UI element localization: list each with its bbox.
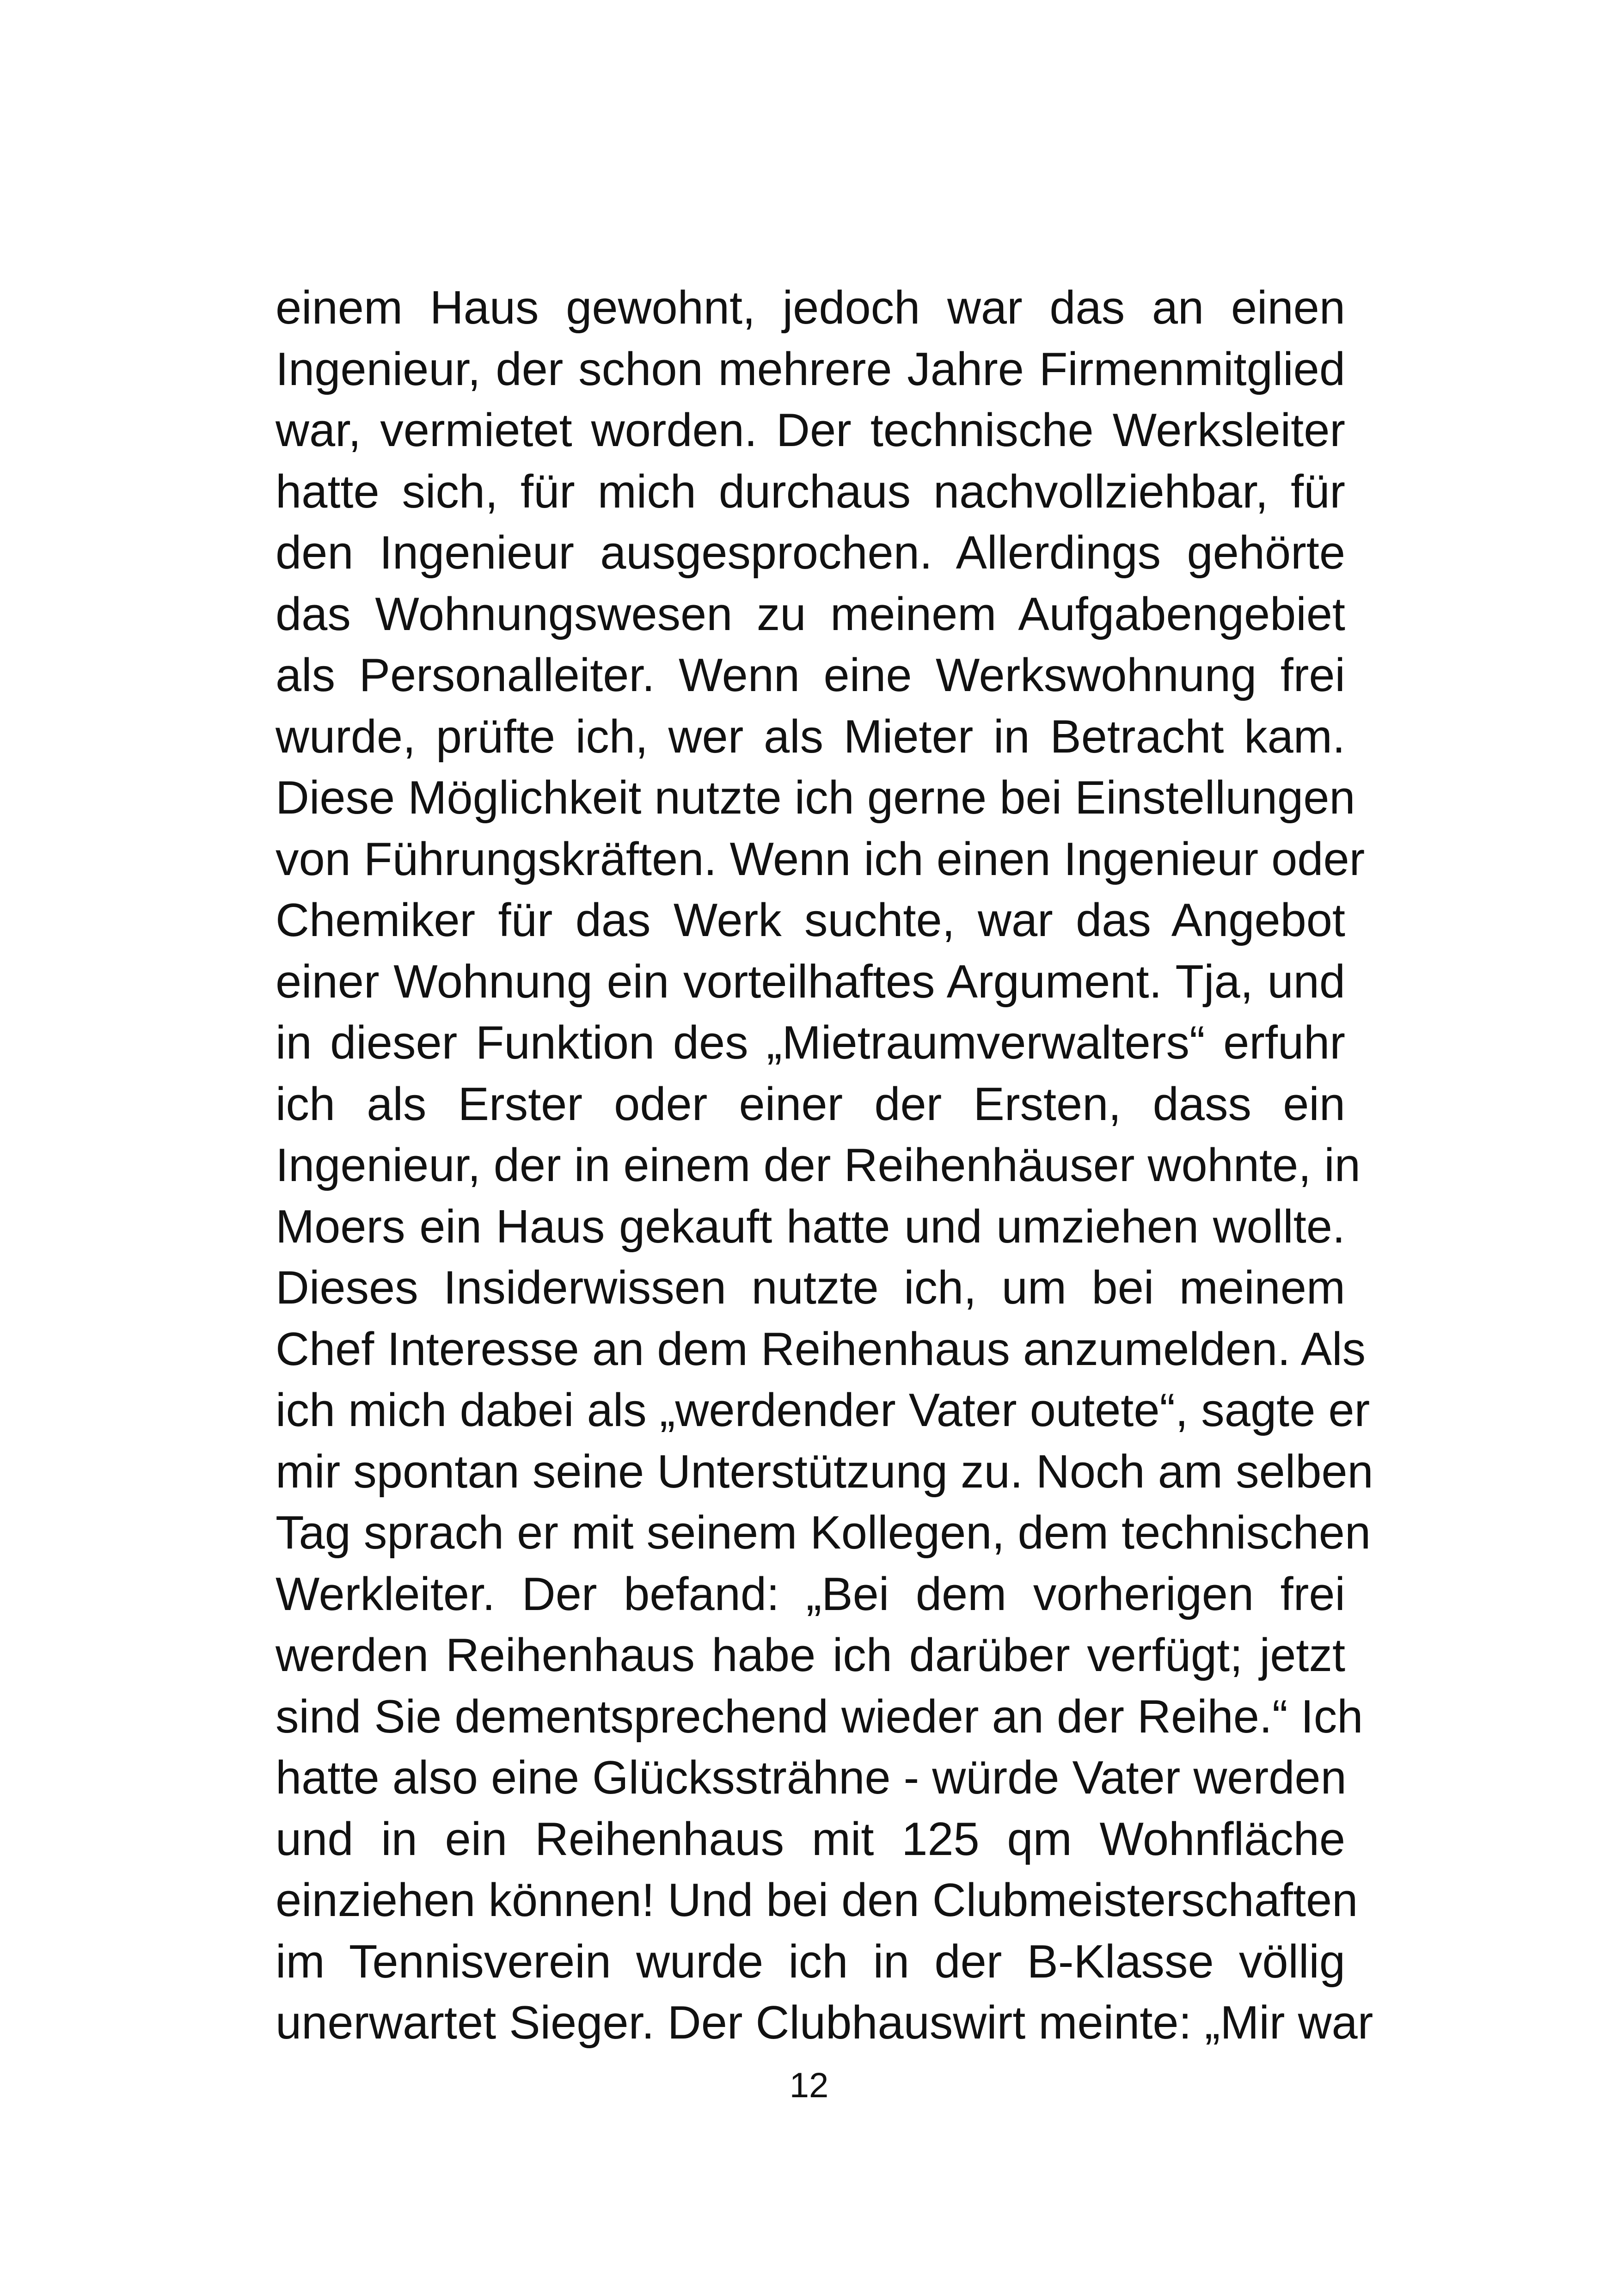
text-line: werden Reihenhaus habe ich darüber verfügt; jetzt (276, 1629, 1345, 1681)
text-line: Moers ein Haus gekauft hatte und umziehen wollte. (276, 1200, 1345, 1253)
text-line: Ingenieur, der in einem der Reihenhäuser wohnte, in (276, 1139, 1361, 1191)
text-line: als Personalleiter. Wenn eine Werkswohnung frei (276, 649, 1345, 701)
text-line: im Tennisverein wurde ich in der B-Klasse völlig (276, 1935, 1345, 1988)
text-line: mir spontan seine Unterstützung zu. Noch am selben (276, 1445, 1373, 1498)
text-line: Chef Interesse an dem Reihenhaus anzumelden. Als (276, 1323, 1366, 1375)
text-line: hatte sich, für mich durchaus nachvollziehbar, für (276, 465, 1345, 518)
text-line: einer Wohnung ein vorteilhaftes Argument. Tja, und (276, 955, 1345, 1008)
body-text (276, 277, 1373, 2054)
text-line: Ingenieur, der schon mehrere Jahre Firmenmitglied (276, 343, 1345, 395)
text-line: Dieses Insiderwissen nutzte ich, um bei meinem (276, 1262, 1345, 1314)
text-line: hatte also eine Glückssträhne - würde Vater werden (276, 1752, 1347, 1804)
text-line: und in ein Reihenhaus mit 125 qm Wohnfläche (276, 1813, 1345, 1865)
text-line: wurde, prüfte ich, wer als Mieter in Betracht kam. (276, 710, 1345, 763)
page-number: 12 (789, 2066, 829, 2105)
text-line: das Wohnungswesen zu meinem Aufgabengebiet (276, 588, 1345, 640)
text-line: Tag sprach er mit seinem Kollegen, dem technischen (276, 1507, 1371, 1559)
text-line: Chemiker für das Werk suchte, war das Angebot (276, 894, 1345, 946)
text-line: ich mich dabei als „werdender Vater outete“, sagte er (276, 1384, 1370, 1436)
text-line: einem Haus gewohnt, jedoch war das an einen (276, 282, 1345, 334)
text-line: unerwartet Sieger. Der Clubhauswirt meinte: „Mir war (276, 1997, 1373, 2049)
text-line: in dieser Funktion des „Mietraumverwalters“ erfuhr (276, 1017, 1345, 1069)
text-line: den Ingenieur ausgesprochen. Allerdings gehörte (276, 527, 1345, 579)
text-line: ich als Erster oder einer der Ersten, dass ein (276, 1078, 1345, 1130)
text-line: Diese Möglichkeit nutzte ich gerne bei Einstellungen (276, 772, 1355, 824)
text-line: einziehen können! Und bei den Clubmeisterschaften (276, 1874, 1358, 1926)
text-line: Werkleiter. Der befand: „Bei dem vorherigen frei (276, 1568, 1345, 1620)
text-line: sind Sie dementsprechend wieder an der Reihe.“ Ich (276, 1690, 1363, 1743)
text-line: war, vermietet worden. Der technische Werksleiter (276, 404, 1345, 456)
text-line: von Führungskräften. Wenn ich einen Ingenieur oder (276, 833, 1365, 885)
